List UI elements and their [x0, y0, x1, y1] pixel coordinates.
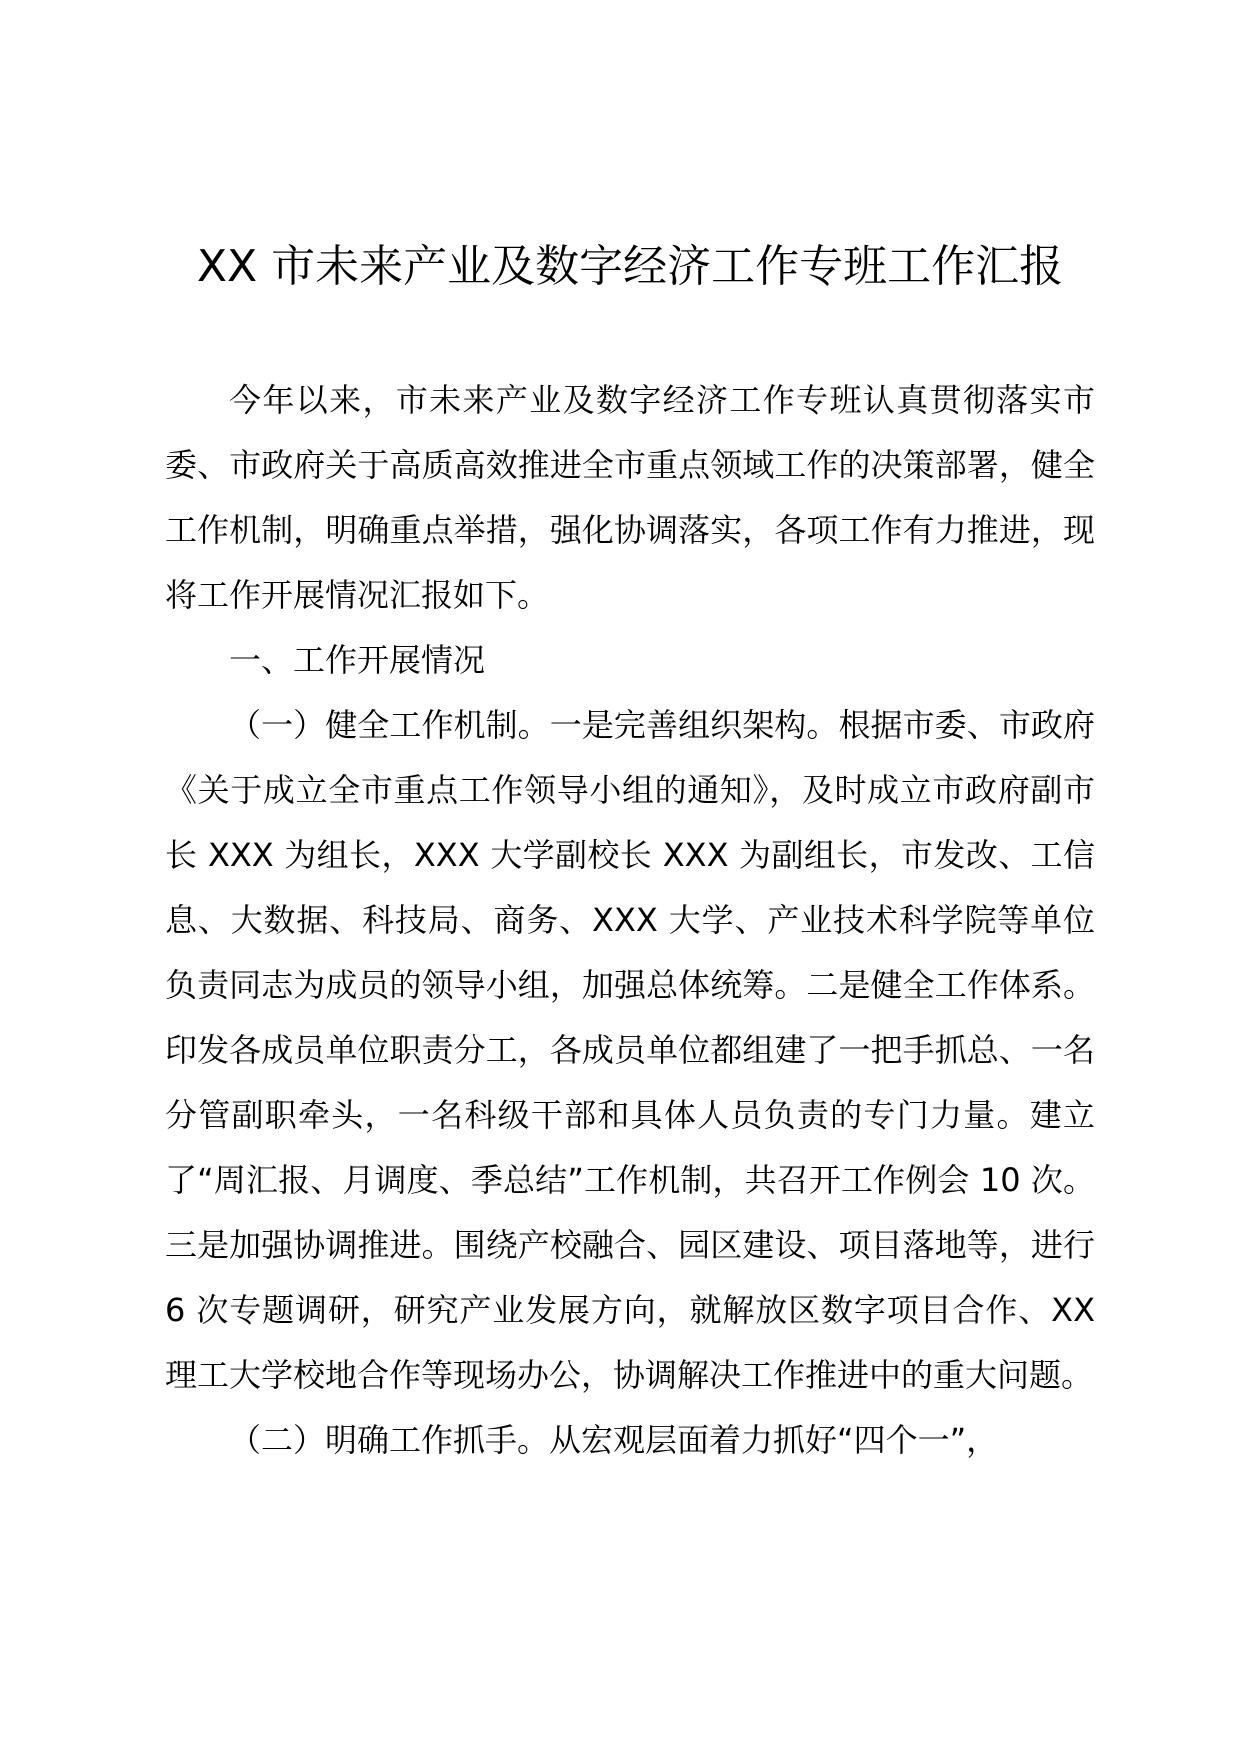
document-body: [165, 368, 1095, 1473]
paragraph-intro: 今年以来，市未来产业及数字经济工作专班认真贯彻落实市委、市政府关于高质高效推进全市重点领域工作的决策部署，健全工作机制，明确重点举措，强化协调落实，各项工作有力推进，现将工作开展情况汇报如下。: [165, 381, 1095, 614]
paragraph-measures: （二）明确工作抓手。从宏观层面着力抓好“四个一”，: [229, 1421, 999, 1459]
document-title: XX 市未来产业及数字经济工作专班工作汇报: [196, 241, 1064, 292]
paragraph-mechanism: （一）健全工作机制。一是完善组织架构。根据市委、市政府《关于成立全市重点工作领导小组的通知》，及时成立市政府副市长 XXX 为组长，XXX 大学副校长 XXX 为副组长，市发改、工信息、大数据、科技局、商务、XXX 大学、产业技术科学院等单位负责同志为成员的领导小组，加强总体统筹。二是健全工作体系。印发各成员单位职责分工，各成员单位都组建了一把手抓总、一名分管副职牵头，一名科级干部和具体人员负责的专门力量。建立了“周汇报、月调度、季总结”工作机制，共召开工作例会 10 次。三是加强协调推进。围绕产校融合、园区建设、项目落地等，进行 6 次专题调研，研究产业发展方向，就解放区数字项目合作、XX 理工大学校地合作等现场办公，协调解决工作推进中的重大问题。: [165, 706, 1095, 1394]
section-heading: 一、工作开展情况: [229, 641, 486, 679]
